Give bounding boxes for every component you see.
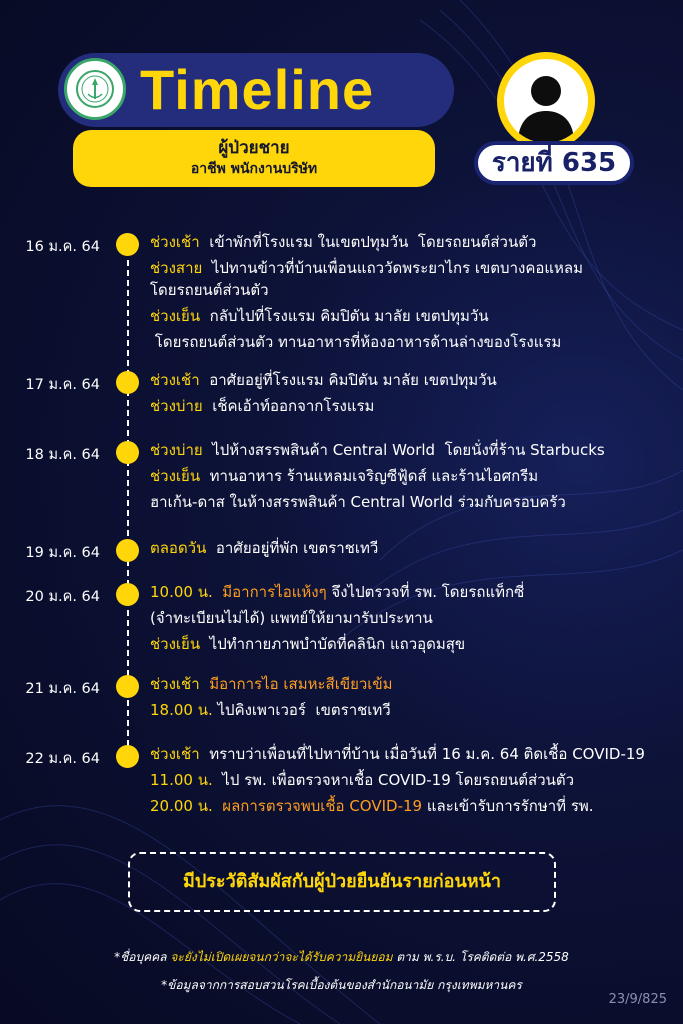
timeline-dot: [116, 745, 139, 768]
timeline-entry: [150, 332, 561, 352]
entry-segment: ไปทำกายภาพบำบัดที่คลินิก แถวอุดมสุข: [200, 635, 466, 653]
timeline-dot: [116, 583, 139, 606]
entry-segment: ช่วงบ่าย: [150, 397, 203, 415]
timeline-dot: [116, 675, 139, 698]
entry-segment: มีอาการไอ เสมหะสีเขียวเข้ม: [209, 675, 393, 693]
page-title: Timeline: [140, 58, 375, 121]
entry-segment: อาศัยอยู่ที่โรงแรม คิมปิตัน มาลัย เขตปทุมวัน: [199, 371, 497, 389]
timeline-entry: [150, 396, 374, 416]
timeline-entry: [150, 370, 497, 390]
timeline-entry: [150, 232, 536, 252]
timeline-dot: [116, 539, 139, 562]
timeline-dot: [116, 233, 139, 256]
footnote-source: *ข้อมูลจากการสอบสวนโรคเบื้องต้นของสำนักอนามัย กรุงเทพมหานคร: [161, 978, 522, 992]
entry-segment: ช่วงเช้า: [150, 745, 200, 763]
person-silhouette-icon: [504, 59, 588, 143]
entry-segment: ทราบว่าเพื่อนที่ไปหาที่บ้าน เมื่อวันที่ 16 ม.ค. 64 ติดเชื้อ COVID-19: [199, 745, 645, 763]
entry-segment: เช็คเอ้าท์ออกจากโรงแรม: [202, 397, 375, 415]
entry-segment: 20.00 น.: [150, 797, 213, 815]
timeline-entry: [150, 744, 645, 764]
entry-segment: ช่วงเย็น: [150, 307, 201, 325]
timeline-entry: [150, 582, 524, 602]
timeline-entry: [150, 674, 393, 694]
timeline-entry: [150, 258, 583, 278]
entry-segment: ไป รพ. เพื่อตรวจหาเชื้อ COVID-19 โดยรถยนต์ส่วนตัว: [212, 771, 575, 789]
patient-occupation: อาชีพ พนักงานบริษัท: [190, 161, 318, 177]
timeline-date: 21 ม.ค. 64: [25, 681, 100, 697]
timeline-entry: [150, 492, 566, 512]
entry-segment: เข้าพักที่โรงแรม ในเขตปทุมวัน โดยรถยนต์ส่วนตัว: [199, 233, 537, 251]
entry-segment: [213, 583, 223, 601]
timeline-date: 18 ม.ค. 64: [25, 447, 100, 463]
entry-segment: อาศัยอยู่ที่พัก เขตราชเทวี: [206, 539, 379, 557]
patient-info-box: [73, 130, 435, 187]
entry-segment: 11.00 น.: [150, 771, 213, 789]
timeline-entry: [150, 770, 574, 790]
entry-segment: ช่วงเช้า: [150, 233, 200, 251]
entry-segment: ตลอดวัน: [150, 539, 207, 557]
timeline-entry: [150, 538, 378, 558]
avatar: [497, 52, 595, 150]
entry-segment: ช่วงเย็น: [150, 467, 201, 485]
entry-segment: ช่วงบ่าย: [150, 441, 203, 459]
entry-segment: 18.00 น.: [150, 701, 213, 719]
entry-segment: จึงไปตรวจที่ รพ. โดยรถแท็กซี่: [326, 583, 525, 601]
timeline-date: 19 ม.ค. 64: [25, 545, 100, 561]
document-code: 23/9/825: [608, 992, 667, 1007]
entry-segment: ช่วงเช้า: [150, 675, 200, 693]
timeline-entry: [150, 306, 489, 326]
timeline-dot: [116, 371, 139, 394]
entry-segment: [213, 797, 223, 815]
timeline-entry: [150, 280, 269, 300]
entry-segment: ช่วงเย็น: [150, 635, 201, 653]
bangkok-seal-logo: [64, 58, 126, 120]
timeline-entry: [150, 608, 433, 628]
entry-segment: (จำทะเบียนไม่ได้) แพทย์ให้ยามารับประทาน: [150, 609, 433, 627]
entry-segment: ไปทานข้าวที่บ้านเพื่อนแถววัดพระยาไกร เขตบางคอแหลม: [202, 259, 583, 277]
entry-segment: [200, 675, 210, 693]
timeline-entry: [150, 700, 391, 720]
entry-segment: โดยรถยนต์ส่วนตัว ทานอาหารที่ห้องอาหารด้านล่างของโรงแรม: [150, 333, 562, 351]
entry-segment: กลับไปที่โรงแรม คิมปิตัน มาลัย เขตปทุมวัน: [200, 307, 489, 325]
entry-segment: ไปห้างสรรพสินค้า Central World โดยนั่งที่ร้าน Starbucks: [202, 441, 605, 459]
timeline-date: 20 ม.ค. 64: [25, 589, 100, 605]
entry-segment: และเข้ารับการรักษาที่ รพ.: [422, 797, 594, 815]
timeline-entry: [150, 796, 594, 816]
seal-icon: [75, 69, 115, 109]
entry-segment: 10.00 น.: [150, 583, 213, 601]
entry-segment: ช่วงเช้า: [150, 371, 200, 389]
entry-segment: มีอาการไอแห้งๆ: [222, 583, 327, 601]
contact-note: มีประวัติสัมผัสกับผู้ป่วยยืนยันรายก่อนหน้า: [128, 852, 556, 912]
timeline-entry: [150, 634, 465, 654]
entry-segment: ทานอาหาร ร้านแหลมเจริญซีฟู้ดส์ และร้านไอศกรีม: [200, 467, 539, 485]
entry-segment: ผลการตรวจพบเชื้อ COVID-19: [222, 797, 423, 815]
timeline-dot: [116, 441, 139, 464]
entry-segment: โดยรถยนต์ส่วนตัว: [150, 281, 269, 299]
timeline-entry: [150, 440, 605, 460]
footnote-suffix: ตาม พ.ร.บ. โรคติดต่อ พ.ศ.2558: [392, 950, 569, 964]
timeline-date: 16 ม.ค. 64: [25, 239, 100, 255]
timeline-entry: [150, 466, 538, 486]
timeline-date: 17 ม.ค. 64: [25, 377, 100, 393]
entry-segment: ช่วงสาย: [150, 259, 203, 277]
timeline-date: 22 ม.ค. 64: [25, 751, 100, 767]
case-number-badge: รายที่ 635: [474, 141, 634, 185]
footnote-privacy: [0, 948, 683, 967]
footnote-highlight: จะยังไม่เปิดเผยจนกว่าจะได้รับความยินยอม: [170, 950, 393, 964]
entry-segment: ฮาเก้น-ดาส ในห้างสรรพสินค้า Central World ร่วมกับครอบครัว: [150, 493, 566, 511]
entry-segment: ไปคิงเพาเวอร์ เขตราชเทวี: [212, 701, 391, 719]
patient-gender: ผู้ป่วยชาย: [218, 138, 290, 158]
footnote-prefix: *ชื่อบุคคล: [114, 950, 171, 964]
